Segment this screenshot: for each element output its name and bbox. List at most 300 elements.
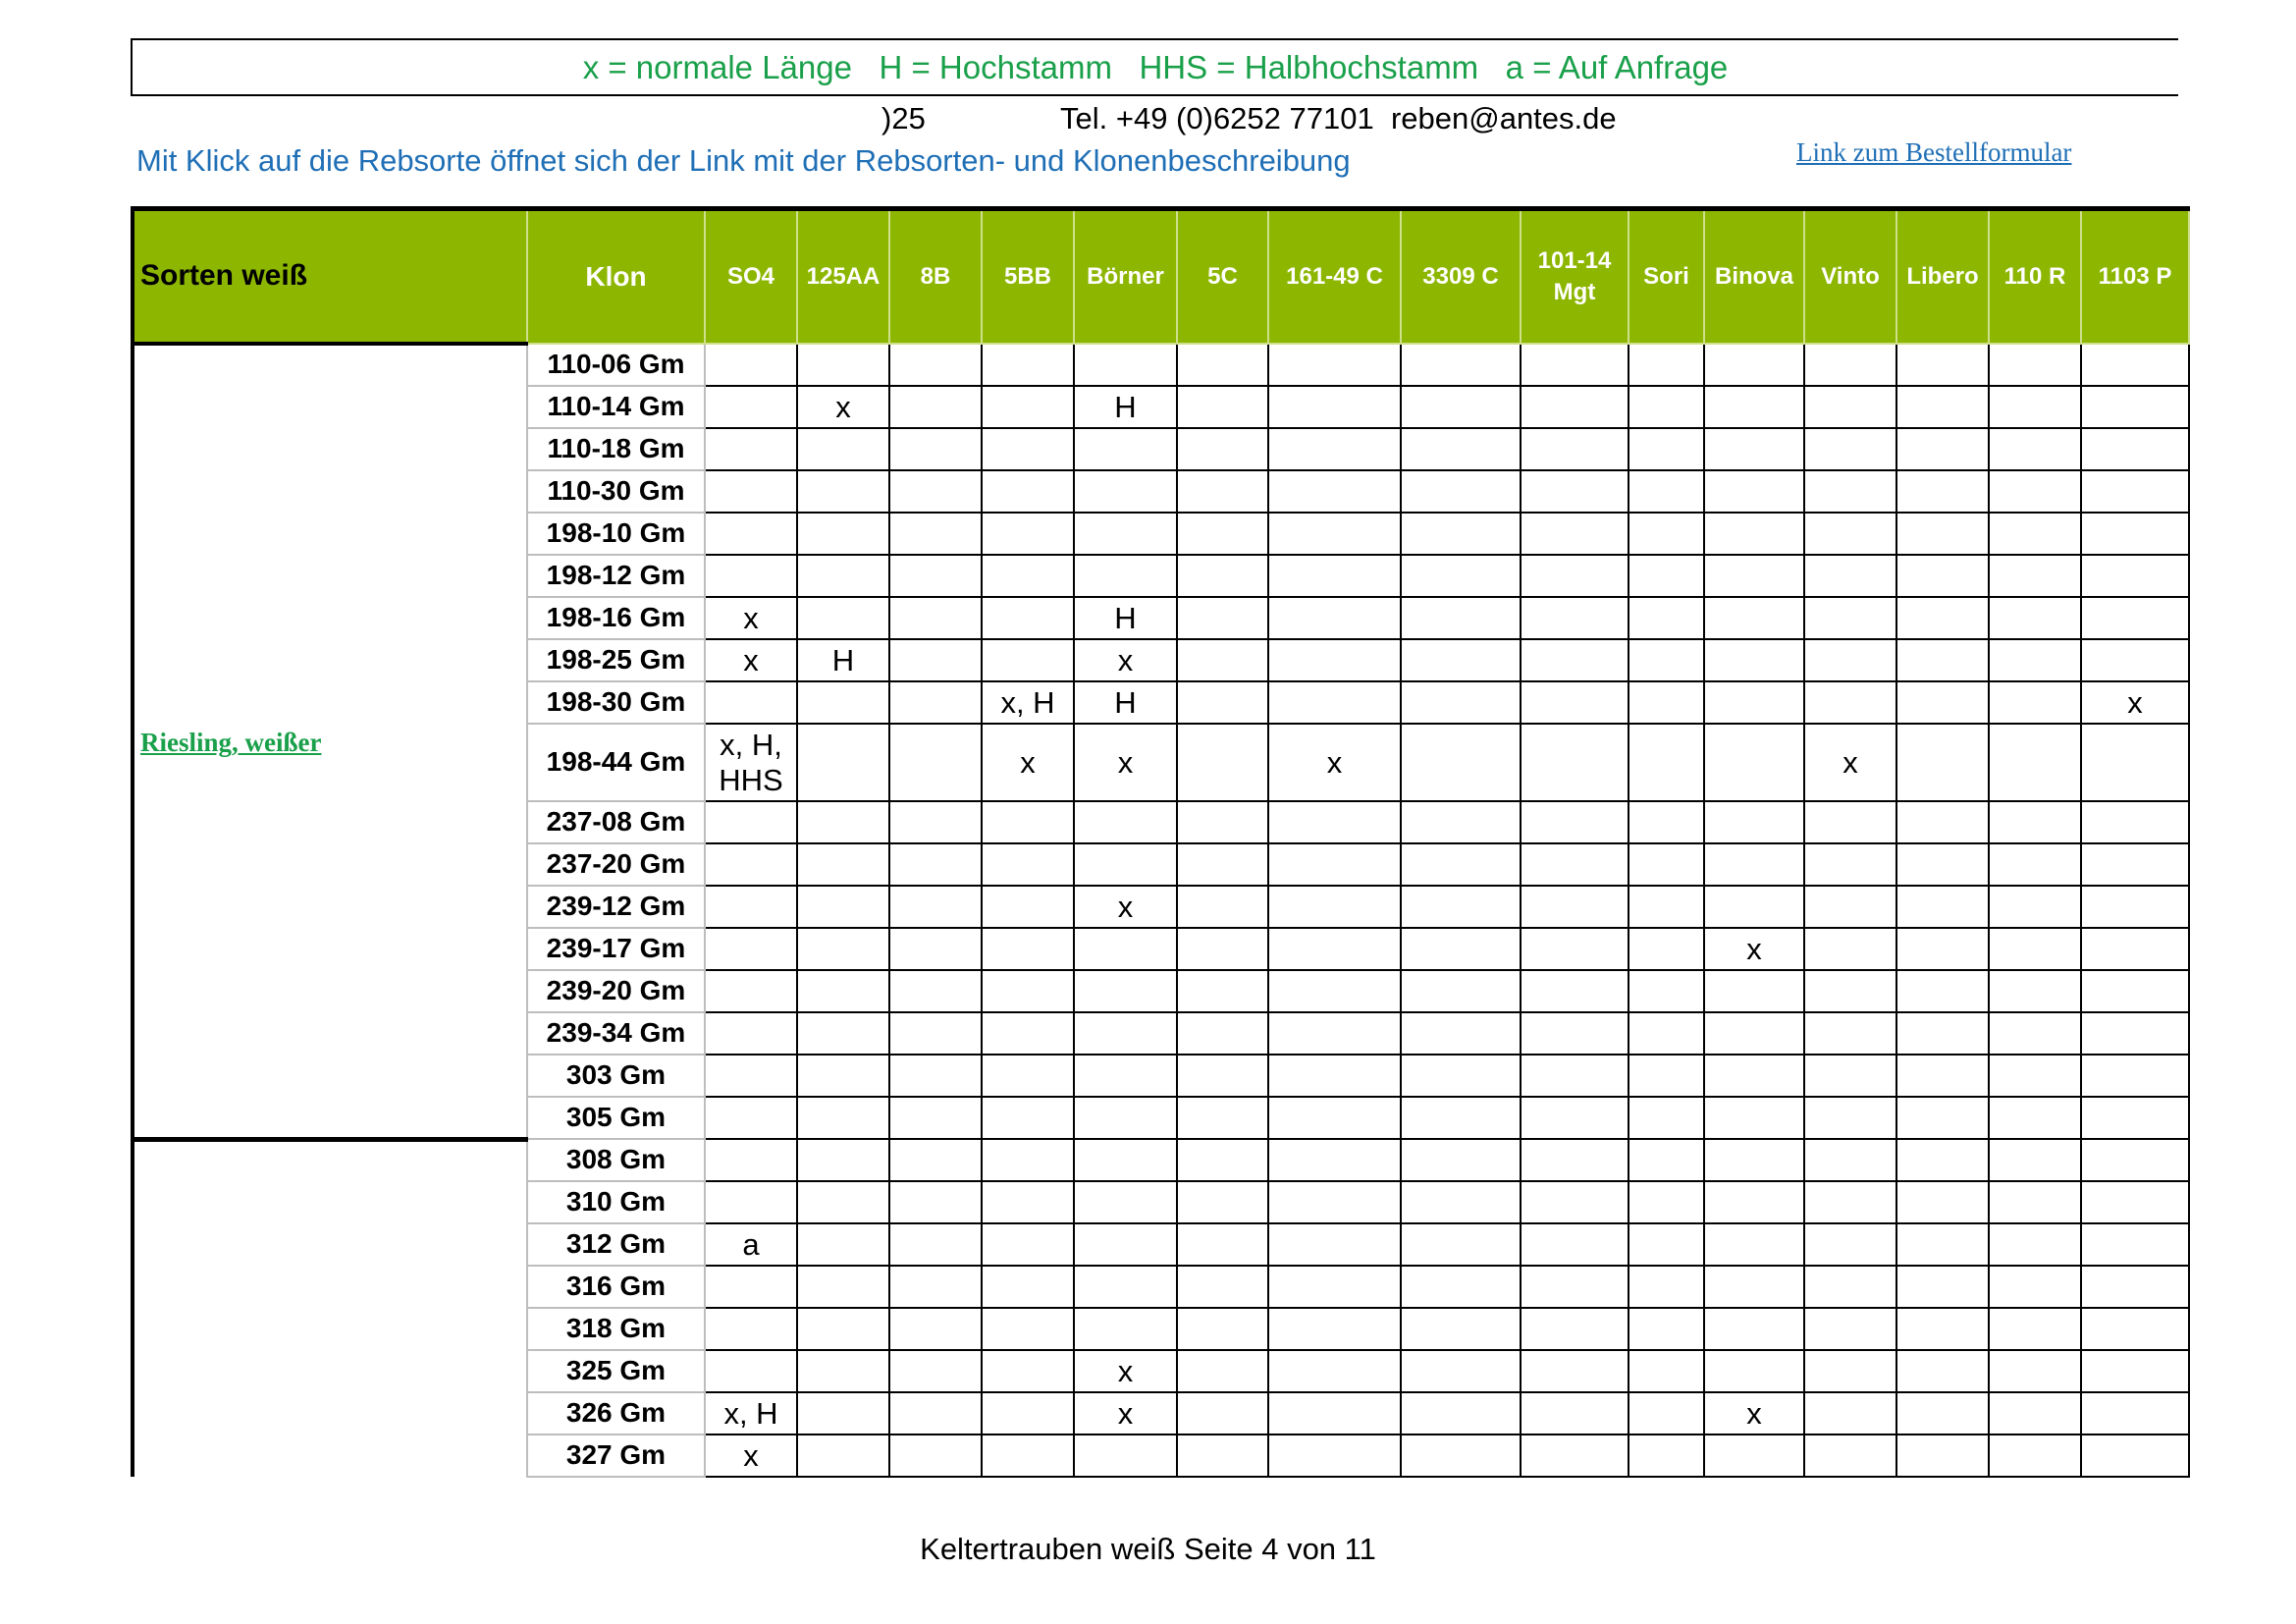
availability-cell <box>889 724 982 801</box>
availability-cell <box>797 1055 889 1097</box>
availability-cell <box>1989 428 2081 470</box>
availability-cell <box>889 1392 982 1435</box>
availability-cell <box>982 597 1074 639</box>
availability-cell <box>982 470 1074 513</box>
availability-cell <box>1989 470 2081 513</box>
availability-cell: x <box>797 386 889 428</box>
sorten-header: Sorten weiß <box>133 209 527 345</box>
availability-cell <box>797 724 889 801</box>
availability-cell <box>1896 681 1989 724</box>
availability-cell <box>797 470 889 513</box>
klon-cell: 325 Gm <box>527 1350 705 1392</box>
availability-cell <box>1177 970 1268 1012</box>
availability-cell <box>889 1266 982 1308</box>
availability-cell <box>1177 843 1268 886</box>
klon-cell: 327 Gm <box>527 1435 705 1477</box>
availability-cell <box>797 555 889 597</box>
availability-cell <box>1804 681 1896 724</box>
availability-cell <box>982 886 1074 928</box>
availability-cell <box>1704 1139 1804 1181</box>
availability-cell <box>1401 470 1521 513</box>
availability-cell <box>1074 1435 1177 1477</box>
availability-cell <box>982 1266 1074 1308</box>
availability-cell <box>982 639 1074 681</box>
rootstock-header: 101-14 Mgt <box>1521 209 1629 345</box>
availability-cell <box>705 1350 797 1392</box>
availability-cell <box>1704 1308 1804 1350</box>
klon-cell: 198-25 Gm <box>527 639 705 681</box>
availability-cell <box>1989 639 2081 681</box>
availability-cell <box>1629 843 1704 886</box>
availability-cell <box>889 928 982 970</box>
availability-cell <box>2081 1266 2189 1308</box>
klon-cell: 110-18 Gm <box>527 428 705 470</box>
availability-cell <box>1804 1097 1896 1139</box>
availability-cell <box>797 1223 889 1266</box>
availability-cell: x, H <box>982 681 1074 724</box>
availability-cell <box>1177 1223 1268 1266</box>
availability-cell <box>797 970 889 1012</box>
availability-cell <box>1704 555 1804 597</box>
availability-cell <box>1896 1055 1989 1097</box>
availability-cell <box>1268 1435 1401 1477</box>
availability-cell <box>1804 843 1896 886</box>
availability-cell <box>1521 1308 1629 1350</box>
availability-cell <box>1704 1012 1804 1055</box>
availability-cell <box>1629 555 1704 597</box>
klon-cell: 237-20 Gm <box>527 843 705 886</box>
klon-cell: 198-10 Gm <box>527 513 705 555</box>
availability-cell <box>1804 386 1896 428</box>
availability-cell <box>1896 724 1989 801</box>
availability-cell <box>1521 1392 1629 1435</box>
klon-cell: 198-16 Gm <box>527 597 705 639</box>
availability-cell <box>1177 1181 1268 1223</box>
availability-cell: x <box>705 1435 797 1477</box>
availability-cell <box>889 1012 982 1055</box>
availability-cell <box>1804 639 1896 681</box>
availability-cell <box>1989 1139 2081 1181</box>
availability-cell <box>1804 1012 1896 1055</box>
availability-cell <box>1629 428 1704 470</box>
availability-cell <box>1704 1097 1804 1139</box>
table-row <box>133 344 2189 386</box>
availability-cell <box>2081 1392 2189 1435</box>
availability-cell <box>1401 597 1521 639</box>
availability-cell <box>1629 970 1704 1012</box>
availability-cell <box>2081 386 2189 428</box>
availability-cell <box>1704 597 1804 639</box>
availability-cell <box>1989 386 2081 428</box>
availability-cell <box>1896 1223 1989 1266</box>
availability-cell: H <box>1074 386 1177 428</box>
availability-cell <box>889 681 982 724</box>
availability-cell <box>1521 1223 1629 1266</box>
availability-cell <box>1401 1097 1521 1139</box>
availability-cell <box>1989 1012 2081 1055</box>
page-footer: Keltertrauben weiß Seite 4 von 11 <box>920 1532 1376 1566</box>
availability-cell <box>1268 344 1401 386</box>
availability-cell <box>1896 1139 1989 1181</box>
availability-cell <box>1521 597 1629 639</box>
availability-cell <box>2081 1055 2189 1097</box>
rootstock-header: 125AA <box>797 209 889 345</box>
availability-cell <box>1896 428 1989 470</box>
variety-link-riesling[interactable]: Riesling, weißer <box>140 727 322 757</box>
availability-cell <box>797 928 889 970</box>
availability-cell <box>1629 1055 1704 1097</box>
availability-cell <box>1989 1223 2081 1266</box>
availability-cell: H <box>1074 681 1177 724</box>
availability-cell <box>1629 344 1704 386</box>
availability-cell <box>1268 639 1401 681</box>
availability-cell <box>1521 1181 1629 1223</box>
table-row <box>133 1139 2189 1181</box>
availability-cell <box>1521 843 1629 886</box>
availability-cell <box>982 1181 1074 1223</box>
availability-cell <box>1074 1308 1177 1350</box>
availability-cell <box>1989 1181 2081 1223</box>
availability-cell <box>1401 1012 1521 1055</box>
availability-cell <box>1989 1435 2081 1477</box>
availability-cell <box>705 886 797 928</box>
availability-cell <box>1804 1139 1896 1181</box>
availability-cell <box>2081 1139 2189 1181</box>
availability-cell <box>1401 1435 1521 1477</box>
availability-cell <box>1704 724 1804 801</box>
availability-cell <box>1629 1350 1704 1392</box>
availability-cell <box>1268 386 1401 428</box>
klon-cell: 110-30 Gm <box>527 470 705 513</box>
availability-cell <box>705 1139 797 1181</box>
availability-cell: x <box>1704 1392 1804 1435</box>
availability-cell: x <box>1804 724 1896 801</box>
availability-cell <box>2081 1223 2189 1266</box>
availability-cell <box>1704 386 1804 428</box>
availability-cell <box>1896 1012 1989 1055</box>
availability-cell <box>797 1392 889 1435</box>
availability-cell <box>1177 639 1268 681</box>
availability-cell <box>1521 639 1629 681</box>
availability-cell <box>1177 1350 1268 1392</box>
availability-cell <box>1896 1350 1989 1392</box>
availability-cell <box>2081 1350 2189 1392</box>
availability-cell <box>1989 970 2081 1012</box>
availability-cell <box>1704 1181 1804 1223</box>
availability-cell <box>1629 386 1704 428</box>
availability-cell <box>705 428 797 470</box>
availability-cell: x <box>1074 886 1177 928</box>
availability-cell <box>1268 470 1401 513</box>
rootstock-header: 5BB <box>982 209 1074 345</box>
availability-cell: x <box>1074 639 1177 681</box>
availability-cell <box>797 1181 889 1223</box>
availability-cell <box>889 970 982 1012</box>
availability-cell <box>982 970 1074 1012</box>
availability-cell <box>797 1308 889 1350</box>
klon-cell: 316 Gm <box>527 1266 705 1308</box>
availability-cell <box>1521 928 1629 970</box>
availability-cell <box>889 639 982 681</box>
availability-cell <box>797 681 889 724</box>
availability-cell <box>797 1097 889 1139</box>
availability-cell <box>1268 801 1401 843</box>
availability-cell <box>1629 1266 1704 1308</box>
rootstock-header: Binova <box>1704 209 1804 345</box>
availability-cell <box>889 555 982 597</box>
availability-cell <box>1896 1435 1989 1477</box>
availability-cell <box>1989 1350 2081 1392</box>
klon-cell: 110-14 Gm <box>527 386 705 428</box>
availability-cell <box>797 1139 889 1181</box>
availability-cell <box>1268 1392 1401 1435</box>
availability-cell <box>1177 428 1268 470</box>
availability-cell: x <box>1268 724 1401 801</box>
availability-cell <box>2081 886 2189 928</box>
availability-cell <box>1704 1435 1804 1477</box>
availability-cell <box>1896 1181 1989 1223</box>
availability-cell <box>797 1350 889 1392</box>
availability-cell <box>889 1097 982 1139</box>
availability-cell <box>1629 1223 1704 1266</box>
availability-cell <box>1521 1266 1629 1308</box>
availability-cell <box>1896 344 1989 386</box>
availability-cell <box>1401 1350 1521 1392</box>
availability-cell <box>1804 970 1896 1012</box>
availability-cell <box>889 801 982 843</box>
legend-text: x = normale Länge H = Hochstamm HHS = Halbhochstamm a = Auf Anfrage <box>582 48 1729 85</box>
rootstock-header: 3309 C <box>1401 209 1521 345</box>
availability-cell <box>2081 555 2189 597</box>
availability-cell <box>889 1350 982 1392</box>
availability-cell <box>982 428 1074 470</box>
availability-cell <box>1629 1139 1704 1181</box>
availability-cell: x, H, HHS <box>705 724 797 801</box>
availability-cell <box>1268 1055 1401 1097</box>
availability-cell <box>1521 470 1629 513</box>
table-header-row <box>133 209 2189 345</box>
klon-cell: 239-12 Gm <box>527 886 705 928</box>
availability-cell: x <box>1074 724 1177 801</box>
availability-cell <box>1177 386 1268 428</box>
availability-cell <box>1401 1392 1521 1435</box>
availability-cell: x <box>705 639 797 681</box>
availability-cell <box>2081 1012 2189 1055</box>
availability-cell <box>2081 513 2189 555</box>
availability-cell <box>1896 470 1989 513</box>
availability-cell <box>705 555 797 597</box>
availability-cell <box>1521 970 1629 1012</box>
availability-cell <box>705 1266 797 1308</box>
rootstock-header: 1103 P <box>2081 209 2189 345</box>
availability-cell <box>705 344 797 386</box>
availability-cell <box>1521 886 1629 928</box>
availability-cell <box>982 1055 1074 1097</box>
availability-cell <box>1804 1181 1896 1223</box>
availability-cell: x <box>1074 1392 1177 1435</box>
availability-cell: a <box>705 1223 797 1266</box>
availability-cell <box>982 1308 1074 1350</box>
availability-cell <box>1521 801 1629 843</box>
availability-cell <box>1704 639 1804 681</box>
availability-cell <box>797 801 889 843</box>
availability-cell <box>1268 597 1401 639</box>
availability-cell <box>1804 928 1896 970</box>
availability-cell <box>982 801 1074 843</box>
availability-cell <box>889 1223 982 1266</box>
availability-cell <box>705 386 797 428</box>
availability-cell <box>1268 928 1401 970</box>
availability-cell <box>1804 597 1896 639</box>
availability-cell <box>982 555 1074 597</box>
availability-cell <box>705 1308 797 1350</box>
variety-table-container <box>131 206 2178 1478</box>
availability-cell <box>1401 1308 1521 1350</box>
availability-cell: x <box>705 597 797 639</box>
availability-cell <box>1896 386 1989 428</box>
availability-cell <box>1074 513 1177 555</box>
availability-cell: x <box>982 724 1074 801</box>
availability-cell <box>1268 513 1401 555</box>
availability-cell <box>1704 1055 1804 1097</box>
availability-cell <box>1521 1097 1629 1139</box>
availability-cell <box>1629 1181 1704 1223</box>
table-body <box>133 344 2189 1477</box>
rootstock-header: 110 R <box>1989 209 2081 345</box>
availability-cell <box>797 513 889 555</box>
availability-cell <box>1268 681 1401 724</box>
klon-cell: 312 Gm <box>527 1223 705 1266</box>
availability-cell <box>705 513 797 555</box>
variety-table <box>131 206 2190 1478</box>
klon-cell: 239-34 Gm <box>527 1012 705 1055</box>
availability-cell <box>1401 928 1521 970</box>
availability-cell <box>982 1223 1074 1266</box>
order-form-link[interactable]: Link zum Bestellformular <box>1796 137 2072 167</box>
availability-cell <box>2081 1308 2189 1350</box>
availability-cell <box>1629 1097 1704 1139</box>
availability-cell <box>1896 513 1989 555</box>
availability-cell: x, H <box>705 1392 797 1435</box>
availability-cell <box>2081 928 2189 970</box>
klon-cell: 310 Gm <box>527 1181 705 1223</box>
availability-cell <box>982 513 1074 555</box>
availability-cell <box>1177 1266 1268 1308</box>
availability-cell <box>1629 1308 1704 1350</box>
availability-cell <box>1896 597 1989 639</box>
availability-cell <box>1521 1139 1629 1181</box>
availability-cell <box>797 344 889 386</box>
availability-cell <box>1629 470 1704 513</box>
availability-cell <box>1177 1055 1268 1097</box>
availability-cell <box>1521 1350 1629 1392</box>
klon-cell: 326 Gm <box>527 1392 705 1435</box>
klon-cell: 198-30 Gm <box>527 681 705 724</box>
availability-cell <box>705 1097 797 1139</box>
availability-cell <box>1401 513 1521 555</box>
availability-cell <box>1521 513 1629 555</box>
availability-cell <box>982 1350 1074 1392</box>
availability-cell <box>1629 1435 1704 1477</box>
variety-cell-continued <box>133 1139 527 1477</box>
availability-cell: H <box>1074 597 1177 639</box>
availability-cell <box>1804 886 1896 928</box>
availability-cell <box>797 886 889 928</box>
availability-cell <box>982 1435 1074 1477</box>
availability-cell <box>705 801 797 843</box>
availability-cell <box>1521 1055 1629 1097</box>
availability-cell: x <box>1704 928 1804 970</box>
availability-cell <box>1989 1097 2081 1139</box>
availability-cell <box>705 1055 797 1097</box>
availability-cell <box>1896 1097 1989 1139</box>
availability-cell <box>1177 724 1268 801</box>
availability-cell <box>2081 428 2189 470</box>
availability-cell <box>889 470 982 513</box>
availability-cell <box>1177 597 1268 639</box>
availability-cell <box>1629 513 1704 555</box>
availability-cell <box>1989 1055 2081 1097</box>
availability-cell <box>1989 597 2081 639</box>
availability-cell <box>1989 1266 2081 1308</box>
availability-cell <box>1177 1097 1268 1139</box>
availability-cell <box>982 1139 1074 1181</box>
rootstock-header: Börner <box>1074 209 1177 345</box>
availability-cell <box>1521 681 1629 724</box>
availability-cell <box>1804 1266 1896 1308</box>
availability-cell <box>1074 928 1177 970</box>
availability-cell <box>982 928 1074 970</box>
rootstock-header: Libero <box>1896 209 1989 345</box>
klon-cell: 110-06 Gm <box>527 344 705 386</box>
availability-cell <box>2081 1181 2189 1223</box>
availability-cell <box>1074 1097 1177 1139</box>
availability-cell <box>1704 344 1804 386</box>
availability-cell <box>1177 1012 1268 1055</box>
availability-cell <box>1704 1266 1804 1308</box>
availability-cell <box>2081 970 2189 1012</box>
availability-cell <box>1896 886 1989 928</box>
availability-cell <box>1989 1392 2081 1435</box>
availability-cell <box>1401 1055 1521 1097</box>
availability-cell <box>1521 428 1629 470</box>
availability-cell <box>2081 801 2189 843</box>
availability-cell <box>2081 843 2189 886</box>
availability-cell <box>1521 555 1629 597</box>
availability-cell <box>1177 344 1268 386</box>
availability-cell <box>1177 681 1268 724</box>
availability-cell <box>1401 801 1521 843</box>
availability-cell <box>1074 428 1177 470</box>
availability-cell <box>1804 555 1896 597</box>
availability-cell <box>1989 681 2081 724</box>
availability-cell <box>1804 513 1896 555</box>
availability-cell <box>705 928 797 970</box>
contact-line <box>0 101 2296 140</box>
availability-cell <box>1401 344 1521 386</box>
availability-cell <box>1521 1435 1629 1477</box>
rootstock-header: 8B <box>889 209 982 345</box>
availability-cell <box>1896 928 1989 970</box>
availability-cell <box>1896 1392 1989 1435</box>
availability-cell <box>797 597 889 639</box>
rootstock-header: SO4 <box>705 209 797 345</box>
availability-cell <box>1177 1308 1268 1350</box>
availability-cell <box>1074 1012 1177 1055</box>
availability-cell <box>1268 886 1401 928</box>
availability-cell <box>1401 970 1521 1012</box>
availability-cell <box>1074 1223 1177 1266</box>
